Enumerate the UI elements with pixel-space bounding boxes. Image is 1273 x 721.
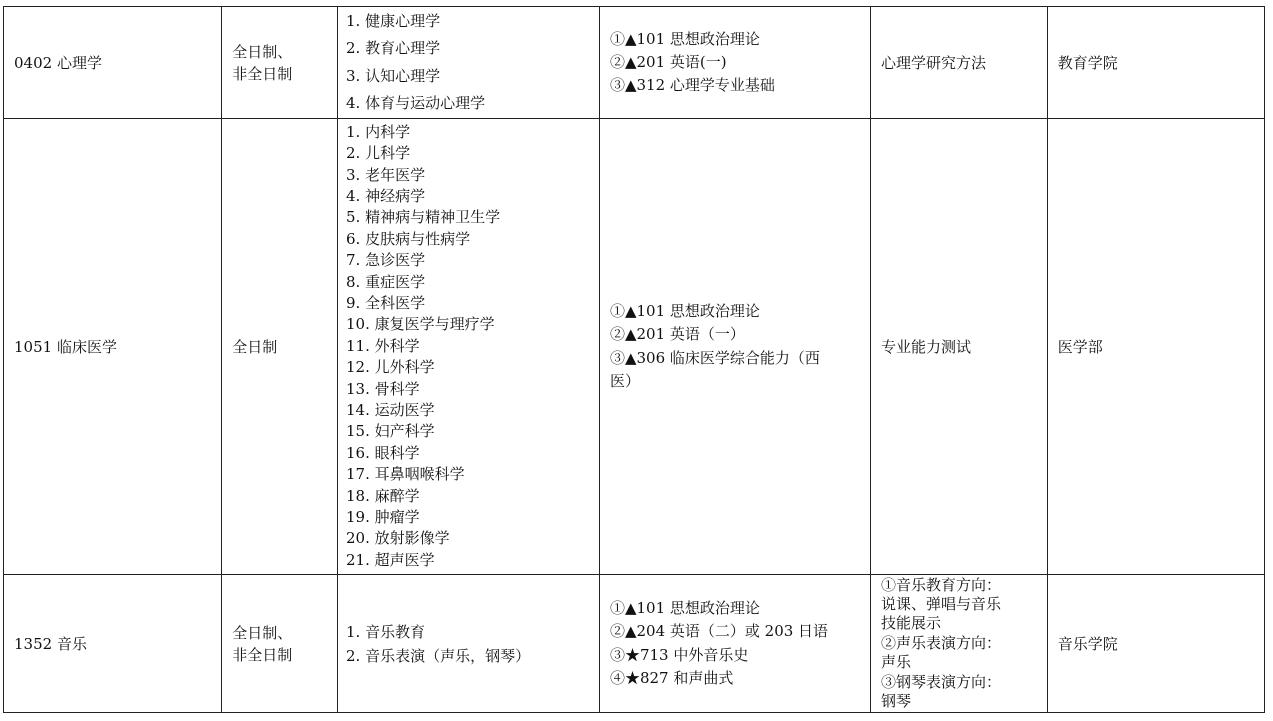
direction-item: 2. 儿科学 <box>346 144 411 163</box>
exam-subject: 医） <box>609 372 640 390</box>
direction-item: 20. 放射影像学 <box>346 529 450 548</box>
study-mode-line: 全日制、 <box>232 42 293 61</box>
research-directions-cell <box>338 575 600 713</box>
table-row-music <box>4 575 1265 713</box>
enrollment-table-container <box>3 6 1265 713</box>
exam-subject: ②▲201 英语(一) <box>609 53 727 71</box>
major-cell <box>4 575 222 713</box>
retest-subject-cell <box>871 119 1048 575</box>
direction-item: 9. 全科医学 <box>346 293 426 312</box>
major-name: 1352 音乐 <box>14 634 87 653</box>
direction-item: 21. 超声医学 <box>346 550 435 569</box>
direction-item: 13. 骨科学 <box>346 379 420 398</box>
retest-subject-cell <box>871 7 1048 119</box>
direction-item: 7. 急诊医学 <box>346 251 426 270</box>
direction-item: 16. 眼科学 <box>346 443 420 462</box>
exam-subject: ③▲312 心理学专业基础 <box>609 76 775 94</box>
direction-item: 2. 教育心理学 <box>346 39 441 57</box>
direction-item: 4. 体育与运动心理学 <box>346 94 486 112</box>
exam-subjects-cell <box>599 119 870 575</box>
direction-item: 3. 老年医学 <box>346 165 426 184</box>
study-mode-cell <box>222 7 338 119</box>
direction-item: 1. 健康心理学 <box>346 11 441 30</box>
direction-item: 4. 神经病学 <box>346 186 426 205</box>
exam-subject: ①▲101 思想政治理论 <box>609 30 760 48</box>
retest-line: 专业能力测试 <box>881 337 972 356</box>
direction-item: 18. 麻醉学 <box>346 486 420 505</box>
study-mode-line: 非全日制 <box>232 64 293 83</box>
direction-item: 12. 儿外科学 <box>346 358 435 377</box>
major-name: 0402 心理学 <box>14 53 102 72</box>
table-body <box>4 7 1265 713</box>
exam-subject: ②▲204 英语（二）或 203 日语 <box>609 622 829 640</box>
enrollment-table <box>3 6 1265 713</box>
exam-subjects-cell <box>599 7 870 119</box>
direction-item: 1. 内科学 <box>346 122 411 141</box>
major-cell <box>4 7 222 119</box>
direction-item: 14. 运动医学 <box>346 401 435 420</box>
direction-item: 15. 妇产科学 <box>346 422 435 441</box>
direction-item: 3. 认知心理学 <box>346 66 441 85</box>
direction-item: 2. 音乐表演（声乐，钢琴） <box>346 646 531 665</box>
direction-item: 19. 肿瘤学 <box>346 508 420 527</box>
retest-line: ①音乐教育方向： <box>881 575 1002 594</box>
major-cell <box>4 119 222 575</box>
table-row-clinical-medicine <box>4 119 1265 575</box>
table-row-psychology <box>4 7 1265 119</box>
retest-line: 钢琴 <box>881 692 912 711</box>
retest-line: ②声乐表演方向： <box>881 633 1002 652</box>
direction-item: 5. 精神病与精神卫生学 <box>346 208 501 227</box>
exam-subject: ③▲306 临床医学综合能力（西 <box>609 348 820 367</box>
retest-line: 说课、弹唱与音乐 <box>881 594 1002 613</box>
exam-subject: ①▲101 思想政治理论 <box>609 598 760 617</box>
study-mode-cell <box>222 119 338 575</box>
retest-subject-cell <box>871 575 1048 713</box>
study-mode-line: 全日制 <box>232 337 278 356</box>
direction-item: 8. 重症医学 <box>346 272 426 291</box>
school-cell <box>1047 119 1264 575</box>
retest-line: 声乐 <box>881 653 912 672</box>
retest-line: ③钢琴表演方向： <box>881 672 1002 691</box>
school-name: 音乐学院 <box>1057 634 1118 653</box>
exam-subject: ①▲101 思想政治理论 <box>609 301 760 320</box>
school-name: 教育学院 <box>1057 53 1118 72</box>
exam-subject: ④★827 和声曲式 <box>609 669 734 687</box>
exam-subjects-cell <box>599 575 870 713</box>
direction-item: 1. 音乐教育 <box>346 622 426 641</box>
school-name: 医学部 <box>1057 337 1103 356</box>
research-directions-cell <box>338 119 600 575</box>
study-mode-line: 全日制、 <box>232 623 293 642</box>
school-cell <box>1047 7 1264 119</box>
study-mode-cell <box>222 575 338 713</box>
research-directions-cell <box>338 7 600 119</box>
major-name: 1051 临床医学 <box>14 337 117 356</box>
direction-item: 6. 皮肤病与性病学 <box>346 229 471 248</box>
exam-subject: ③★713 中外音乐史 <box>609 645 749 664</box>
exam-subject: ②▲201 英语（一） <box>609 325 745 343</box>
study-mode-line: 非全日制 <box>232 645 293 664</box>
direction-item: 17. 耳鼻咽喉科学 <box>346 465 465 484</box>
direction-item: 10. 康复医学与理疗学 <box>346 315 495 334</box>
retest-line: 技能展示 <box>881 614 942 633</box>
retest-line: 心理学研究方法 <box>881 53 987 72</box>
school-cell <box>1047 575 1264 713</box>
direction-item: 11. 外科学 <box>346 336 420 355</box>
